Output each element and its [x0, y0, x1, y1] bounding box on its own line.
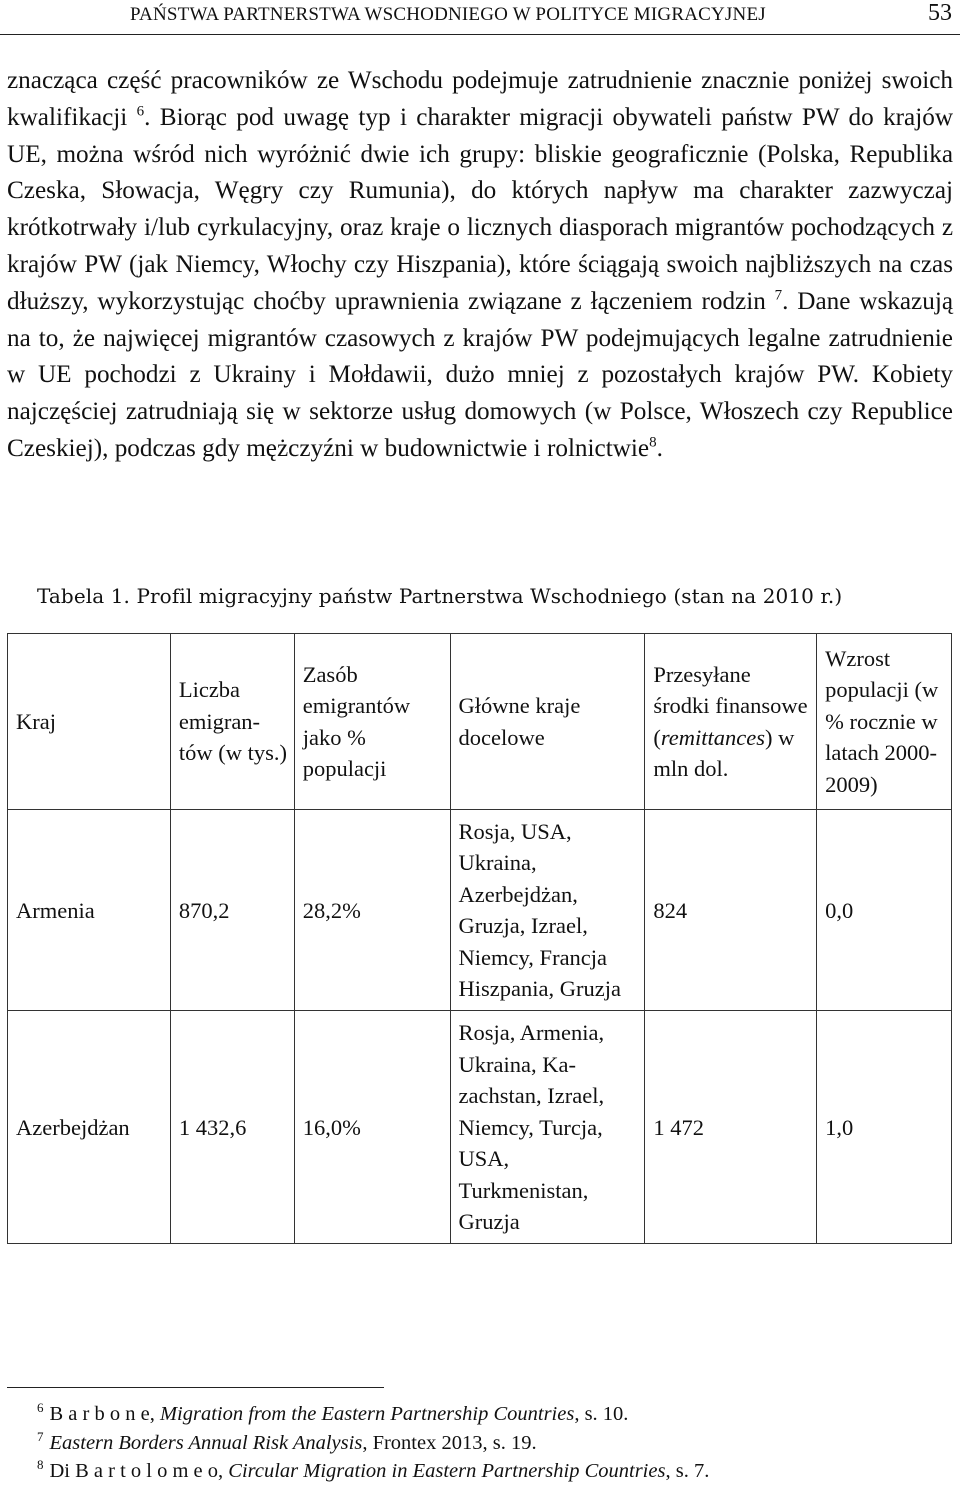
- cell-stock: 16,0%: [294, 1011, 450, 1244]
- footnote-separator: [7, 1387, 384, 1388]
- header-stock: Zasób emigrantów jako % populacji: [294, 634, 450, 810]
- running-title: PAŃSTWA PARTNERSTWA WSCHODNIEGO W POLITYCE MIGRACYJNEJ: [130, 4, 766, 25]
- cell-destinations: Rosja, USA, Ukraina, Azerbejdżan, Gruzja, Izrael, Niemcy, Francja Hiszpania, Gruzja: [450, 810, 645, 1011]
- migration-profile-table: [7, 633, 952, 1244]
- header-remittances-b: ) w mln dol.: [653, 724, 795, 781]
- header-destinations: Główne kraje docelowe: [450, 634, 645, 810]
- body-text-3: . Dane wskazują na to, że najwięcej migrantów czasowych z krajów PW podejmujących legalne zatrudnienie w UE pochodzi z Ukrainy i Mołdawii, dużo mniej z pozostałych krajów PW. Kobiety najczęściej zatrudniają się w sektorze usług domowych (w Polsce, Włoszech czy Republice Czeskiej), podczas gdy mężczyźni w budownictwie i rolnictwie: [7, 287, 953, 462]
- footnote-author: B a r b o n e: [49, 1403, 150, 1425]
- footnote-7: [37, 1430, 537, 1456]
- footnote-work: Eastern Borders Annual Risk Analysis: [49, 1432, 363, 1454]
- footnote-work: Migration from the Eastern Partnership Countries: [159, 1403, 575, 1425]
- footnote-ref-8[interactable]: 8: [649, 434, 657, 451]
- cell-growth: 1,0: [817, 1011, 952, 1244]
- header-remittances-italic: remittances: [660, 724, 765, 750]
- footnote-separator-text: ,: [149, 1403, 160, 1425]
- cell-destinations: Rosja, Armenia, Ukraina, Ka-zachstan, Izrael, Niemcy, Turcja, USA, Turkmenistan, Gruzja: [450, 1011, 645, 1244]
- body-text-2: . Biorąc pod uwagę typ i charakter migracji obywateli państw PW do krajów UE, można wśród nich wyróżnić dwie ich grupy: bliskie geograficznie (Polska, Republika Czeska, Słowacja, Węgry czy Rumunia), do których napływ ma charakter zazwyczaj krótkotrwały i/lub cyrkulacyjny, oraz kraje o licznych diasporach migrantów pochodzących z krajów PW (jak Niemcy, Włochy czy Hiszpania), które ściągają swoich najbliższych na czas dłuższy, wykorzystując choćby uprawnienia związane z łączeniem rodzin: [7, 103, 954, 315]
- page-number: 53: [928, 0, 952, 26]
- cell-remittances: 1 472: [645, 1011, 817, 1244]
- footnote-rest: , Frontex 2013, s. 19.: [362, 1432, 537, 1454]
- cell-emigrants: 870,2: [170, 810, 294, 1011]
- footnote-6: [37, 1401, 628, 1427]
- header-emigrants: Liczba emigran-tów (w tys.): [170, 634, 294, 810]
- footnote-author: Di B a r t o l o m e o: [49, 1460, 219, 1482]
- body-text-4: .: [656, 434, 663, 462]
- footnote-ref-7[interactable]: 7: [774, 287, 783, 304]
- footnote-number: 7: [37, 1429, 44, 1445]
- footnote-work: Circular Migration in Eastern Partnership Countries: [228, 1460, 666, 1482]
- header-remittances-a: Przesyłane środki finansowe (: [653, 661, 808, 750]
- footnote-number: 6: [37, 1400, 44, 1416]
- footnote-8: [37, 1458, 709, 1484]
- header-remittances: [645, 634, 817, 810]
- cell-country: Azerbejdżan: [8, 1011, 171, 1244]
- cell-stock: 28,2%: [294, 810, 450, 1011]
- footnote-number: 8: [37, 1457, 44, 1473]
- header-country: Kraj: [8, 634, 171, 810]
- cell-country: Armenia: [8, 810, 171, 1011]
- footnote-ref-6[interactable]: 6: [136, 103, 145, 120]
- table-header-row: [8, 634, 952, 810]
- table-caption: Tabela 1. Profil migracyjny państw Partnerstwa Wschodniego (stan na 2010 r.): [37, 584, 843, 608]
- footnote-rest: , s. 10.: [574, 1403, 629, 1425]
- footnote-rest: , s. 7.: [665, 1460, 710, 1482]
- table-row: [8, 1011, 952, 1244]
- footnote-separator-text: ,: [218, 1460, 229, 1482]
- body-text-1: znacząca część pracowników ze Wschodu podejmuje zatrudnienie znacznie poniżej swoich kwalifikacji: [7, 67, 953, 131]
- running-header: [0, 0, 960, 35]
- cell-growth: 0,0: [817, 810, 952, 1011]
- cell-emigrants: 1 432,6: [170, 1011, 294, 1244]
- body-paragraph: [7, 63, 953, 468]
- table-row: [8, 810, 952, 1011]
- header-growth: Wzrost populacji (w % rocznie w latach 2000-2009): [817, 634, 952, 810]
- cell-remittances: 824: [645, 810, 817, 1011]
